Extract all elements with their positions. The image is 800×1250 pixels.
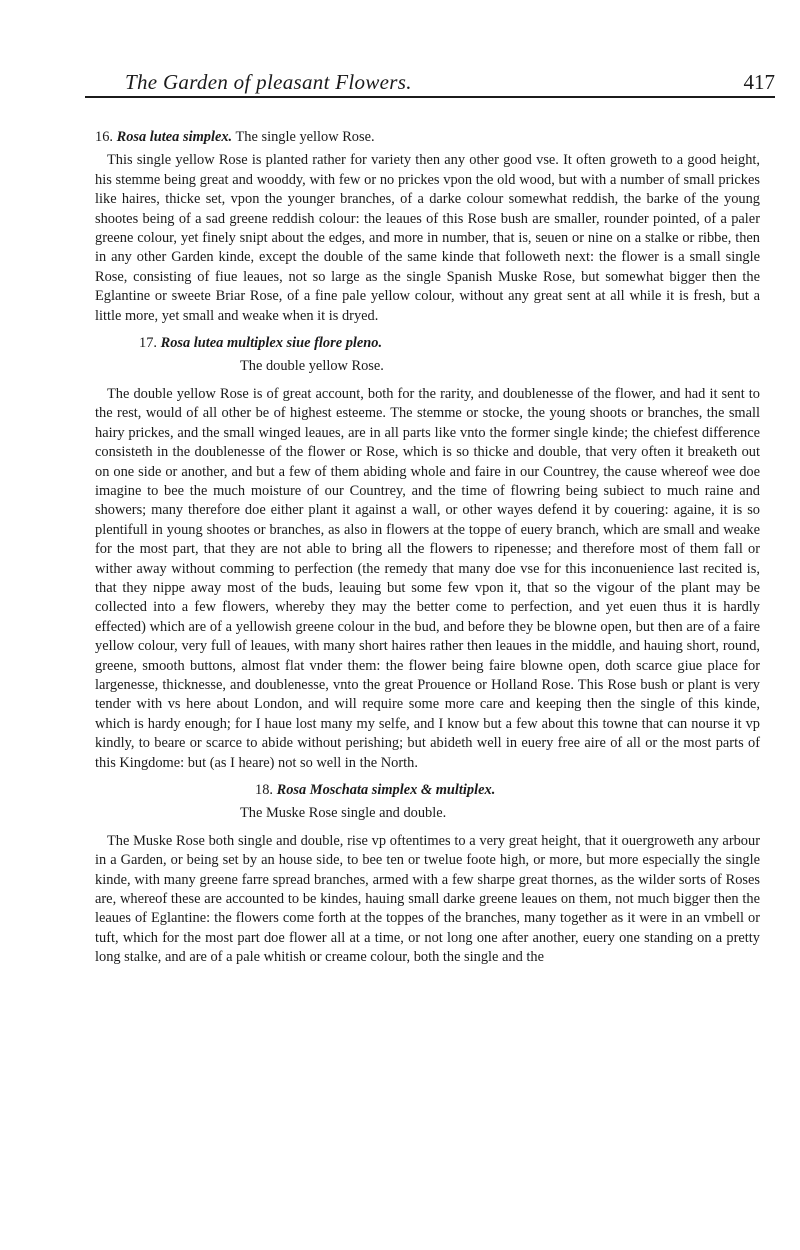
entry-single-yellow-rose bbox=[95, 128, 760, 326]
body-text bbox=[95, 128, 760, 976]
entry-english-name: The Muske Rose single and double. bbox=[240, 805, 447, 822]
entry-english-name: The double yellow Rose. bbox=[240, 358, 384, 375]
entry-latin-name: Rosa lutea simplex. bbox=[116, 129, 233, 145]
entry-heading bbox=[255, 781, 760, 800]
running-title: The Garden of pleasant Flowers. bbox=[125, 70, 412, 94]
entry-latin-name: Rosa Moschata simplex & multiplex. bbox=[276, 782, 496, 798]
entry-number: 17. bbox=[139, 335, 157, 352]
entry-latin-name: Rosa lutea multiplex siue flore pleno. bbox=[160, 335, 383, 352]
entry-number: 18. bbox=[255, 782, 273, 798]
entry-paragraph: This single yellow Rose is planted rather for variety then any other good vse. It often groweth to a good height, his stemme being great and wooddy, with few or no prickes vpon the old wood, but with a number of small prickes like haires, thicke set, vpon the younger branches, of a darke colour somewhat reddish, the barke of the young shootes being of a sad greene reddish colour: the leaues of this Rose bush are smaller, rounder pointed, of a paler greene colour, yet finely snipt about the edges, and more in number, that is, seuen or nine on a stalke or ribbe, then in any other Garden kinde, except the double of the same kinde that followeth next: the flower is a small single Rose, consisting of fiue leaues, not so large as the single Spanish Muske Rose, but somewhat bigger then the Eglantine or sweete Briar Rose, of a fine pale yellow colour, without any great sent at all while it is fresh, but a little more, yet small and weake when it is dryed. bbox=[95, 152, 760, 324]
header-rule bbox=[85, 96, 775, 98]
entry-number: 16. bbox=[95, 129, 113, 145]
entry-paragraph: The double yellow Rose is of great account, both for the rarity, and doublenesse of the flower, and had it sent to the rest, would of all other be of highest esteeme. The stemme or stocke, the young shoots or branches, the small hairy prickes, and the small winged leaues, are in all parts like vnto the former single kinde; the chiefest difference consisteth in the doublenesse of the flower or Rose, which is so thicke and double, that very often it breaketh out on one side or another, and but a few of them abiding whole and faire in our Countrey, the cause whereof wee doe imagine to bee the much moisture of our Countrey, and the time of flowring being subiect to much raine and showers; many therefore doe either plant it against a wall, or other wayes defend it by couering: againe, it is so plentifull in young shootes or branches, as also in flowers at the toppe of euery branch, which are small and weake for the most part, that they are not able to bring all the flowers to ripenesse; and therefore most of them fall or wither away without comming to perfection (the remedy that many doe vse for this inconuenience last recited is, that they nippe away most of the buds, leauing but some few vpon it, that so the vigour of the plant may be collected into a few flowers, whereby they may the better come to perfection, and yet euen thus it is hardly effected) which are of a yellowish greene colour in the bud, and before they be blowne open, but then are of a faire yellow colour, very full of leaues, with many short haires rather then leaues in the middle, and hauing short, round, greene, smooth buttons, almost flat vnder them: the flower being faire blowne open, doth scarce giue place for largenesse, thicknesse, and doublenesse, vnto the great Prouence or Holland Rose. This Rose bush or plant is very tender with vs here about London, and will require some more care and keeping then the single of this kinde, which is hardy enough; for I haue lost many my selfe, and I know but a few about this towne that can nourse it vp kindly, to beare or scarce to abide without perishing; but abideth well in euery free aire of all or the most parts of this Kingdome: but (as I heare) not so well in the North. bbox=[95, 385, 760, 771]
entry-double-yellow-rose bbox=[95, 334, 760, 773]
entry-heading bbox=[95, 128, 760, 147]
entry-english-name: The single yellow Rose. bbox=[235, 129, 375, 145]
page-number: 417 bbox=[743, 70, 775, 94]
entry-paragraph: The Muske Rose both single and double, rise vp oftentimes to a very great height, that it ouergroweth any arbour in a Garden, or being set by an house side, to bee ten or twelue foote high, or more, but more especially the single kinde, with many greene farre spread branches, armed with a few sharpe great thornes, as the wilder sorts of Roses are, whereof these are accounted to be kindes, hauing small darke greene leaues on them, not much bigger then the leaues of Eglantine: the flowers come forth at the toppes of the branches, many together as it were in an vmbell or tuft, which for the most part doe flower all at a time, or not long one after another, euery one standing on a pretty long stalke, and are of a pale whitish or creame colour, both the single and the bbox=[95, 832, 760, 966]
entry-muske-rose bbox=[95, 781, 760, 968]
entry-heading bbox=[139, 334, 760, 353]
